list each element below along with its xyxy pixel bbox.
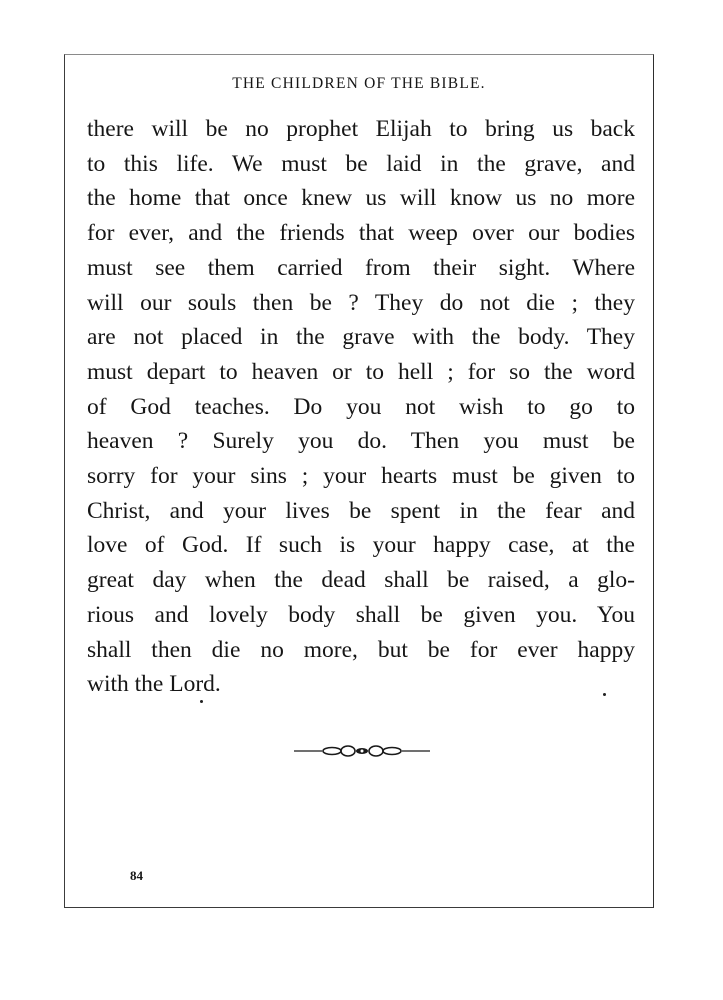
text-line: heaven ? Surely you do. Then you must be (87, 428, 635, 455)
text-line: there will be no prophet Elijah to bring us back (87, 116, 635, 142)
text-line: shall then die no more, but be for ever happy (87, 636, 635, 663)
text-line: to this life. We must be laid in the grave, and (87, 150, 635, 177)
text-line: great day when the dead shall be raised, a glo- (87, 567, 635, 594)
text-line: will our souls then be ? They do not die ; they (87, 289, 635, 316)
ink-speck (603, 693, 606, 696)
body-text (87, 112, 635, 702)
text-line: must see them carried from their sight. Where (87, 254, 635, 281)
text-line: rious and lovely body shall be given you. You (87, 601, 635, 628)
text-line: sorry for your sins ; your hearts must be given to (87, 463, 635, 490)
text-line: for ever, and the friends that weep over our bodies (87, 220, 635, 247)
text-line: must depart to heaven or to hell ; for so the word (87, 358, 635, 385)
text-line: love of God. If such is your happy case, at the (87, 532, 635, 559)
text-line: of God teaches. Do you not wish to go to (87, 393, 635, 420)
page-number: 84 (130, 868, 143, 883)
scroll-ornament-icon (292, 743, 432, 759)
text-line: with the Lord. (87, 671, 221, 698)
text-line: Christ, and your lives be spent in the fear and (87, 497, 635, 524)
ink-speck (200, 700, 203, 703)
text-line: the home that once knew us will know us no more (87, 185, 635, 212)
running-title: THE CHILDREN OF THE BIBLE. (232, 75, 486, 92)
text-line: are not placed in the grave with the body. They (87, 324, 635, 351)
